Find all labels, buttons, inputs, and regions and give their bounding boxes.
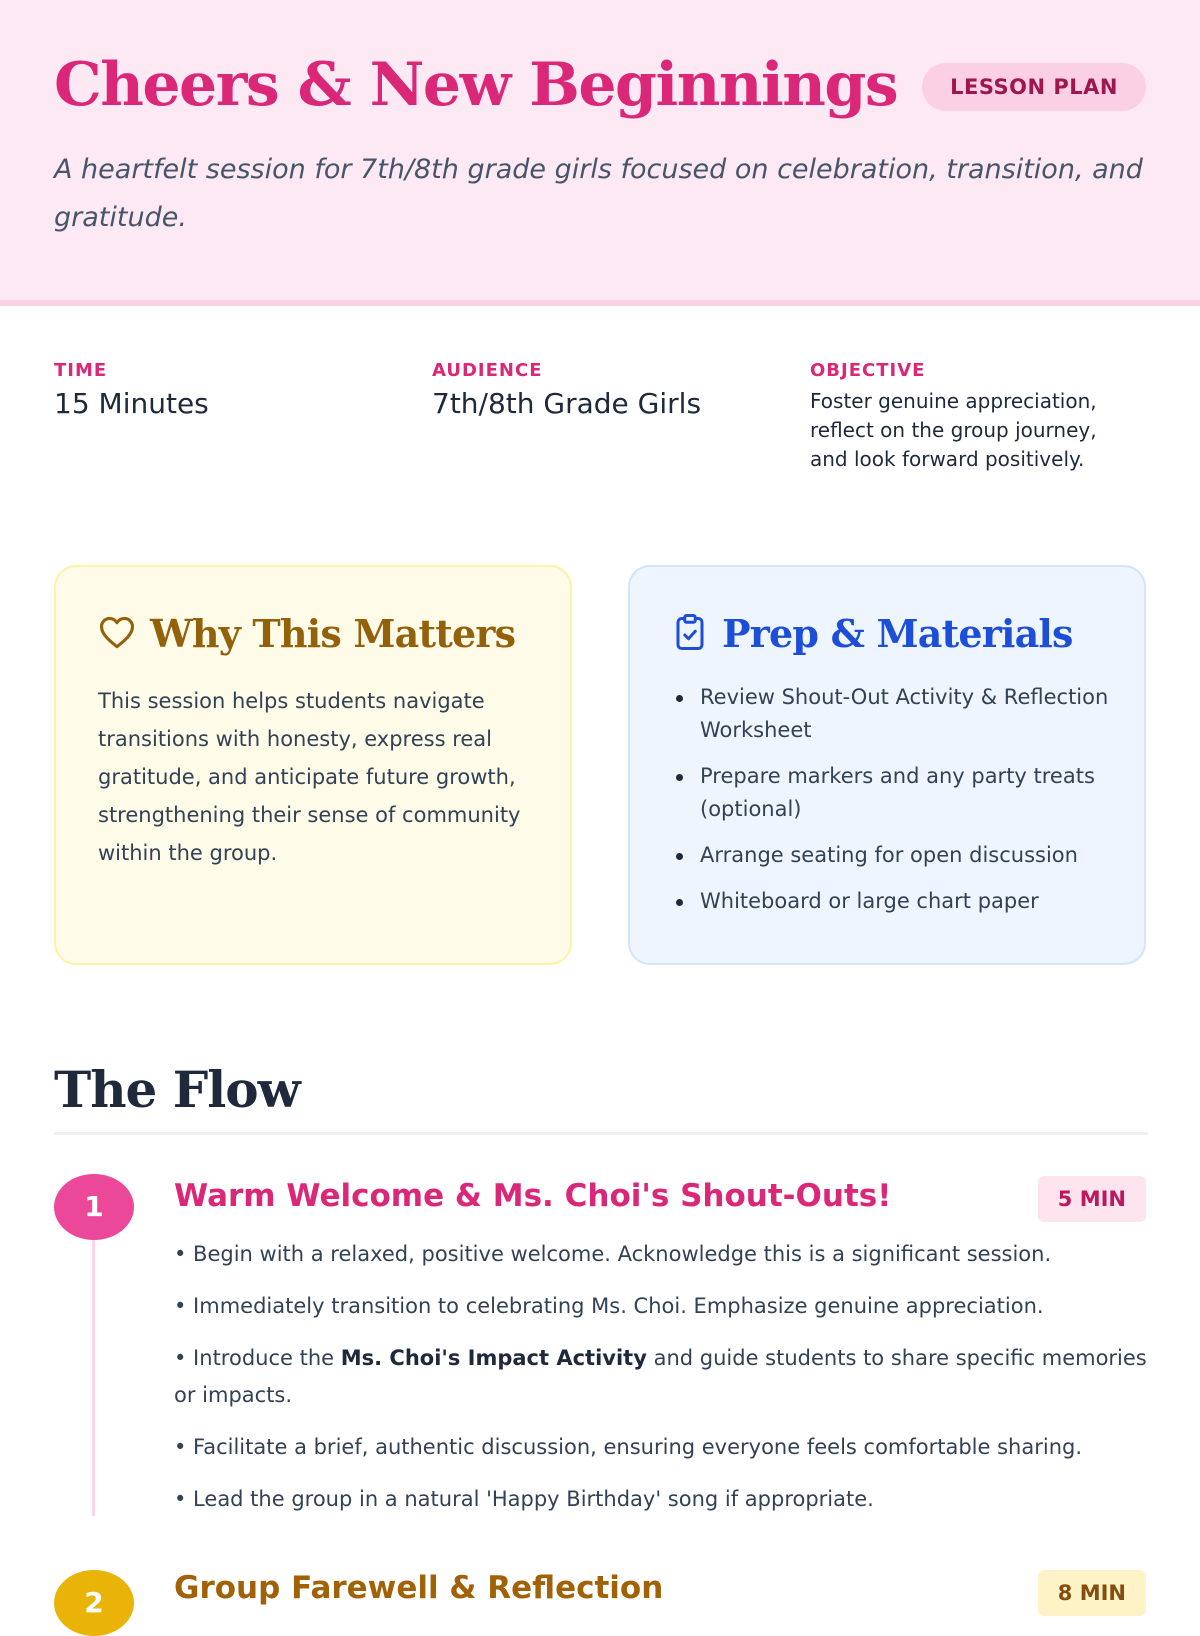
meta-objective bbox=[810, 360, 1130, 474]
why-card-header bbox=[98, 611, 515, 656]
step-number: 1 bbox=[54, 1174, 134, 1240]
why-card bbox=[54, 565, 572, 965]
step-number: 2 bbox=[54, 1570, 134, 1636]
prep-list bbox=[672, 681, 1112, 931]
activity-name: Ms. Choi's Impact Activity bbox=[340, 1346, 647, 1370]
why-card-body: This session helps students navigate transitions with honesty, express real gratitude, and anticipate future growth, strengthening their sense of community within the group. bbox=[98, 689, 521, 865]
meta-time-value: 15 Minutes bbox=[54, 387, 209, 420]
clipboard-check-icon bbox=[672, 612, 708, 656]
prep-item: Arrange seating for open discussion bbox=[672, 839, 1112, 872]
prep-card-title: Prep & Materials bbox=[722, 611, 1073, 656]
header bbox=[0, 0, 1200, 306]
step-duration-badge: 8 MIN bbox=[1038, 1570, 1146, 1616]
meta-time-label: TIME bbox=[54, 360, 108, 381]
prep-item: Review Shout-Out Activity & Reflection Worksheet bbox=[672, 681, 1112, 747]
step-bullet: • Introduce the Ms. Choi's Impact Activity and guide students to share specific memories or impacts. bbox=[174, 1346, 1147, 1407]
meta-time bbox=[54, 360, 384, 420]
meta-objective-value: Foster genuine appreciation, reflect on the group journey, and look forward positively. bbox=[810, 389, 1097, 471]
step-timeline-line bbox=[92, 1240, 95, 1516]
heart-icon bbox=[98, 615, 136, 653]
prep-item: Whiteboard or large chart paper bbox=[672, 885, 1112, 918]
meta-audience-label: AUDIENCE bbox=[432, 360, 543, 381]
step-title: Warm Welcome & Ms. Choi's Shout-Outs! bbox=[174, 1178, 892, 1214]
step-bullet: • Lead the group in a natural 'Happy Birthday' song if appropriate. bbox=[174, 1487, 874, 1511]
prep-card bbox=[628, 565, 1146, 965]
why-card-title: Why This Matters bbox=[150, 611, 516, 656]
prep-card-header bbox=[672, 611, 1073, 656]
page-subtitle: A heartfelt session for 7th/8th grade girls focused on celebration, transition, and gratitude. bbox=[54, 154, 1143, 233]
meta-objective-label: OBJECTIVE bbox=[810, 360, 926, 381]
step-duration-badge: 5 MIN bbox=[1038, 1176, 1146, 1222]
step-bullet: • Immediately transition to celebrating Ms. Choi. Emphasize genuine appreciation. bbox=[174, 1294, 1044, 1318]
step-title: Group Farewell & Reflection bbox=[174, 1570, 664, 1606]
lesson-plan-badge: LESSON PLAN bbox=[922, 63, 1146, 111]
meta-audience bbox=[432, 360, 762, 420]
flow-title: The Flow bbox=[54, 1060, 300, 1119]
step-bullet: • Facilitate a brief, authentic discussion, ensuring everyone feels comfortable sharing. bbox=[174, 1435, 1083, 1459]
step-bullets bbox=[174, 1236, 1154, 1533]
step-bullet: • Begin with a relaxed, positive welcome. Acknowledge this is a significant session. bbox=[174, 1242, 1052, 1266]
meta-audience-value: 7th/8th Grade Girls bbox=[432, 387, 702, 420]
flow-divider bbox=[54, 1132, 1148, 1135]
prep-item: Prepare markers and any party treats (optional) bbox=[672, 760, 1112, 826]
page-title: Cheers & New Beginnings bbox=[54, 50, 898, 120]
